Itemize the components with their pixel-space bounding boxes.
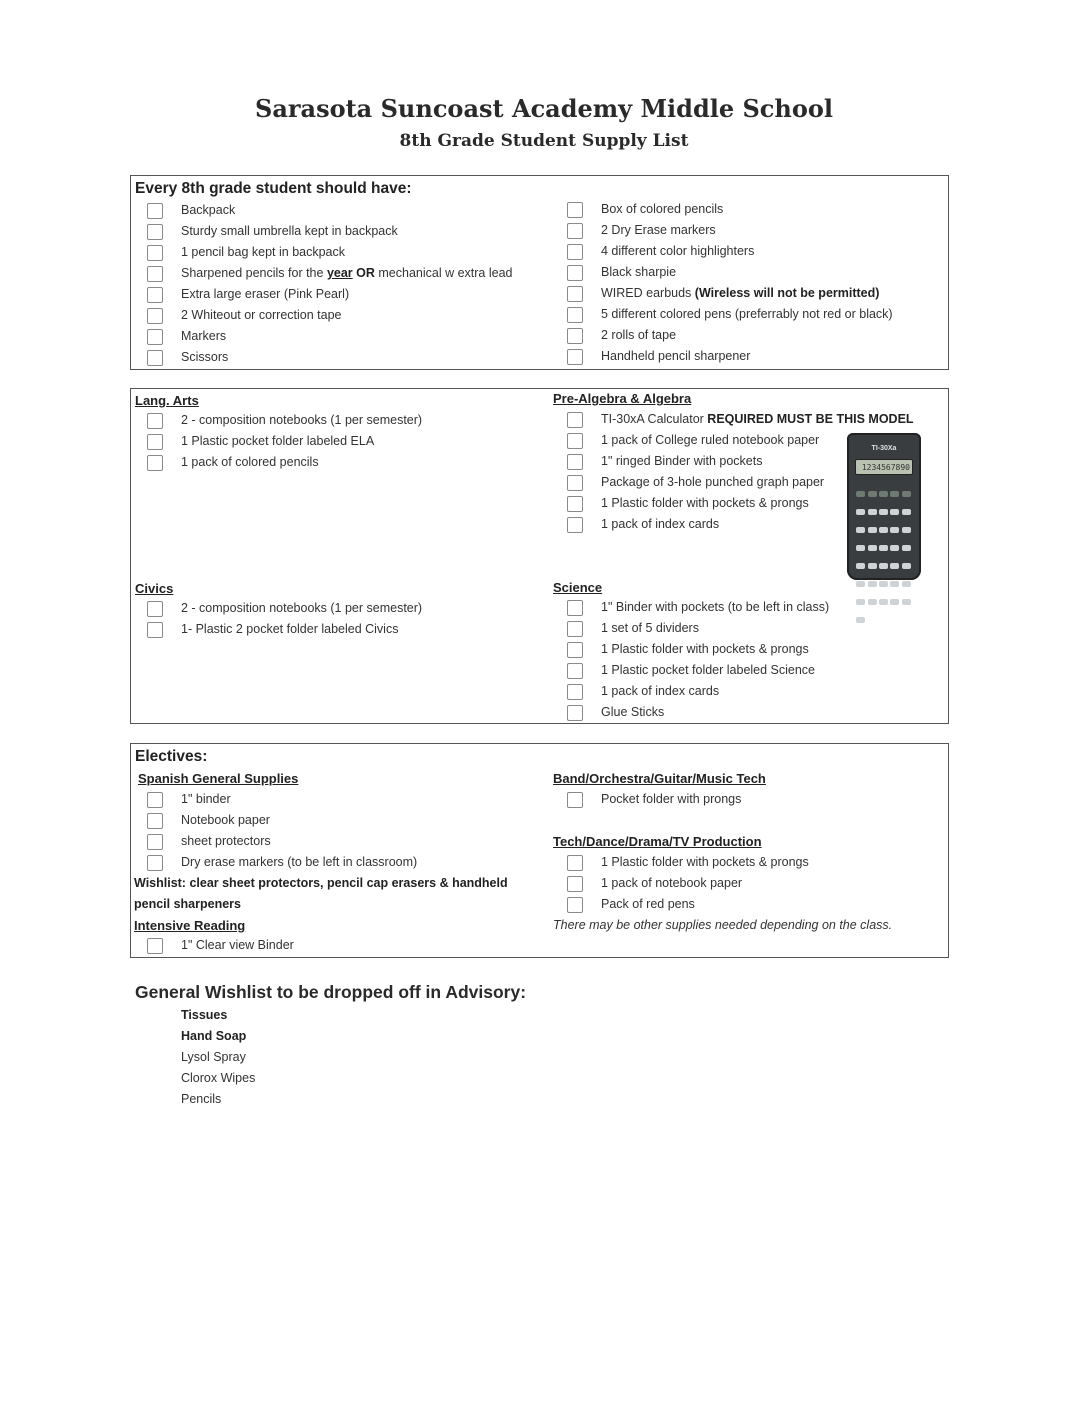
- checklist-item[interactable]: [567, 618, 699, 639]
- item-label: Box of colored pencils: [601, 202, 724, 216]
- item-label: 1 Plastic pocket folder labeled Science: [601, 663, 816, 677]
- checkbox[interactable]: [567, 663, 583, 679]
- checklist-item[interactable]: [147, 831, 271, 852]
- calculator-key: [879, 509, 888, 515]
- checkbox[interactable]: [567, 684, 583, 700]
- checkbox[interactable]: [147, 350, 163, 366]
- checklist-item[interactable]: [147, 789, 231, 810]
- checklist-item[interactable]: [567, 241, 755, 262]
- checkbox[interactable]: [567, 454, 583, 470]
- checklist-item[interactable]: [567, 451, 763, 472]
- checklist-item[interactable]: [567, 409, 914, 430]
- checkbox[interactable]: [147, 601, 163, 617]
- checkbox[interactable]: [147, 434, 163, 450]
- item-label: Extra large eraser (Pink Pearl): [181, 287, 350, 301]
- calculator-key: [879, 527, 888, 533]
- item-label: 1 set of 5 dividers: [601, 621, 699, 635]
- checkbox[interactable]: [147, 266, 163, 282]
- page-title: Sarasota Suncoast Academy Middle School: [255, 94, 833, 123]
- checklist-item[interactable]: [567, 873, 743, 894]
- checklist-item[interactable]: [567, 493, 809, 514]
- checklist-item[interactable]: [147, 810, 270, 831]
- checklist-item[interactable]: [147, 347, 229, 368]
- item-label: 2 - composition notebooks (1 per semester): [181, 601, 423, 615]
- calculator-key: [890, 509, 899, 515]
- calculator-key: [856, 563, 865, 569]
- general-wishlist-title: General Wishlist to be dropped off in Advisory:: [135, 982, 527, 1002]
- item-label: Scissors: [181, 350, 229, 364]
- item-label: 1" binder: [181, 792, 231, 806]
- checklist-item[interactable]: [567, 199, 724, 220]
- checklist-item[interactable]: [567, 304, 893, 325]
- checkbox[interactable]: [147, 855, 163, 871]
- item-label: WIRED earbuds (Wireless will not be permitted): [601, 286, 880, 300]
- calculator-key: [902, 491, 911, 497]
- checklist-item[interactable]: [147, 410, 423, 431]
- calculator-key: [868, 509, 877, 515]
- item-label: 1 Plastic folder with pockets & prongs: [601, 496, 809, 510]
- calculator-key: [890, 581, 899, 587]
- calculator-key: [879, 491, 888, 497]
- checklist-item[interactable]: [567, 283, 880, 304]
- calculator-key: [868, 563, 877, 569]
- item-label: 1 pack of College ruled notebook paper: [601, 433, 820, 447]
- item-label: 1 pack of colored pencils: [181, 455, 319, 469]
- spanish-wishlist-line1: Wishlist: clear sheet protectors, pencil cap erasers & handheld: [134, 876, 508, 890]
- item-label: 4 different color highlighters: [601, 244, 755, 258]
- item-label: 2 rolls of tape: [601, 328, 677, 342]
- checkbox[interactable]: [147, 287, 163, 303]
- checkbox[interactable]: [567, 600, 583, 616]
- item-label: 5 different colored pens (preferrably not red or black): [601, 307, 893, 321]
- calculator-key: [890, 491, 899, 497]
- calculator-key: [868, 599, 877, 605]
- science-heading: Science: [553, 580, 603, 595]
- calculator-key: [879, 599, 888, 605]
- checkbox[interactable]: [567, 496, 583, 512]
- calculator-key: [902, 509, 911, 515]
- calculator-key: [868, 527, 877, 533]
- checklist-item[interactable]: [567, 262, 677, 283]
- band-heading: Band/Orchestra/Guitar/Music Tech: [553, 771, 766, 786]
- calculator-keypad: [855, 485, 913, 629]
- algebra-heading: Pre-Algebra & Algebra: [553, 391, 692, 406]
- wishlist-item: Hand Soap: [181, 1029, 247, 1043]
- calculator-key: [856, 545, 865, 551]
- checkbox[interactable]: [567, 897, 583, 913]
- calculator-key: [902, 563, 911, 569]
- checkbox[interactable]: [147, 329, 163, 345]
- spanish-heading: Spanish General Supplies: [138, 771, 299, 786]
- item-label: Pack of red pens: [601, 897, 695, 911]
- checkbox[interactable]: [147, 455, 163, 471]
- checklist-item[interactable]: [567, 789, 742, 810]
- calculator-key: [868, 545, 877, 551]
- calculator-key: [856, 599, 865, 605]
- checklist-item[interactable]: [567, 346, 751, 367]
- checklist-item[interactable]: [147, 452, 319, 473]
- checkbox[interactable]: [567, 349, 583, 365]
- checkbox[interactable]: [147, 203, 163, 219]
- checkbox[interactable]: [147, 413, 163, 429]
- calculator-key: [890, 563, 899, 569]
- checkbox[interactable]: [567, 792, 583, 808]
- calculator-key: [856, 527, 865, 533]
- checkbox[interactable]: [567, 517, 583, 533]
- checklist-item[interactable]: [147, 242, 345, 263]
- wishlist-item: Lysol Spray: [181, 1050, 246, 1064]
- checklist-item[interactable]: [567, 430, 820, 451]
- checkbox[interactable]: [567, 621, 583, 637]
- checkbox[interactable]: [567, 223, 583, 239]
- checklist-item[interactable]: [147, 935, 294, 956]
- item-label: Sharpened pencils for the year OR mechanical w extra lead: [181, 266, 513, 280]
- item-label: 1" Clear view Binder: [181, 938, 294, 952]
- checklist-item[interactable]: [147, 200, 236, 221]
- electives-title: Electives:: [135, 748, 208, 765]
- checklist-item[interactable]: [567, 660, 816, 681]
- tech-heading: Tech/Dance/Drama/TV Production: [553, 834, 762, 849]
- item-label: Sturdy small umbrella kept in backpack: [181, 224, 398, 238]
- item-label: sheet protectors: [181, 834, 271, 848]
- checkbox[interactable]: [147, 224, 163, 240]
- checkbox[interactable]: [147, 308, 163, 324]
- item-label: 2 - composition notebooks (1 per semester): [181, 413, 423, 427]
- item-label: 1" Binder with pockets (to be left in class): [601, 600, 830, 614]
- checkbox[interactable]: [147, 245, 163, 261]
- checkbox[interactable]: [567, 328, 583, 344]
- item-label: Black sharpie: [601, 265, 677, 279]
- checkbox[interactable]: [147, 813, 163, 829]
- calculator-key: [856, 491, 865, 497]
- item-label: 1" ringed Binder with pockets: [601, 454, 763, 468]
- calculator-key: [856, 581, 865, 587]
- item-label: 2 Dry Erase markers: [601, 223, 716, 237]
- checklist-item[interactable]: [147, 598, 423, 619]
- item-label: Handheld pencil sharpener: [601, 349, 751, 363]
- calculator-key: [856, 509, 865, 515]
- calculator-key: [868, 491, 877, 497]
- checklist-item[interactable]: [567, 702, 665, 723]
- checklist-item[interactable]: [567, 325, 677, 346]
- civics-heading: Civics: [135, 581, 174, 596]
- item-label: 1 Plastic pocket folder labeled ELA: [181, 434, 375, 448]
- checklist-item[interactable]: [567, 852, 809, 873]
- checklist-item[interactable]: [147, 305, 342, 326]
- checkbox[interactable]: [567, 412, 583, 428]
- checklist-item[interactable]: [567, 681, 720, 702]
- checklist-item[interactable]: [567, 514, 720, 535]
- checklist-item[interactable]: [147, 326, 227, 347]
- item-label: 1 pack of notebook paper: [601, 876, 743, 890]
- checkbox[interactable]: [567, 286, 583, 302]
- calculator-key: [879, 581, 888, 587]
- wishlist-item: Tissues: [181, 1008, 228, 1022]
- item-label: Package of 3-hole punched graph paper: [601, 475, 825, 489]
- checklist-item[interactable]: [567, 472, 825, 493]
- calculator-key: [868, 581, 877, 587]
- spanish-wishlist-line2: pencil sharpeners: [134, 897, 241, 911]
- calculator-key: [902, 527, 911, 533]
- wishlist-item: Pencils: [181, 1092, 222, 1106]
- calculator-brand: TI-30Xa: [871, 445, 897, 452]
- item-label: 1- Plastic 2 pocket folder labeled Civics: [181, 622, 399, 636]
- checklist-item[interactable]: [147, 852, 418, 873]
- checkbox[interactable]: [567, 876, 583, 892]
- lang-arts-heading: Lang. Arts: [135, 393, 199, 408]
- every-student-title: Every 8th grade student should have:: [135, 180, 412, 197]
- intensive-reading-heading: Intensive Reading: [134, 918, 246, 933]
- checkbox[interactable]: [147, 792, 163, 808]
- calculator-key: [890, 599, 899, 605]
- checklist-item[interactable]: [567, 894, 695, 915]
- item-label: 1 pack of index cards: [601, 684, 720, 698]
- checklist-item[interactable]: [147, 263, 513, 284]
- item-label: Pocket folder with prongs: [601, 792, 742, 806]
- checklist-item[interactable]: [147, 284, 350, 305]
- checklist-item[interactable]: [147, 431, 375, 452]
- item-label: Backpack: [181, 203, 236, 217]
- item-label: 1 pack of index cards: [601, 517, 720, 531]
- item-label: Notebook paper: [181, 813, 270, 827]
- electives-note: There may be other supplies needed depending on the class.: [553, 918, 893, 932]
- checkbox[interactable]: [567, 307, 583, 323]
- checklist-item[interactable]: [567, 220, 716, 241]
- item-label: 1 pencil bag kept in backpack: [181, 245, 345, 259]
- calculator-image: [847, 433, 921, 580]
- calculator-screen: 1234567890: [855, 459, 913, 475]
- checkbox[interactable]: [567, 475, 583, 491]
- calculator-key: [856, 617, 865, 623]
- checkbox[interactable]: [147, 622, 163, 638]
- wishlist-item: Clorox Wipes: [181, 1071, 256, 1085]
- checkbox[interactable]: [567, 705, 583, 721]
- checkbox[interactable]: [567, 265, 583, 281]
- item-label: Markers: [181, 329, 227, 343]
- calculator-key: [879, 545, 888, 551]
- checkbox[interactable]: [567, 855, 583, 871]
- calculator-key: [902, 581, 911, 587]
- checklist-item[interactable]: [567, 639, 809, 660]
- item-label: TI-30xA Calculator REQUIRED MUST BE THIS MODEL: [601, 412, 914, 426]
- checkbox[interactable]: [567, 433, 583, 449]
- item-label: Glue Sticks: [601, 705, 665, 719]
- checklist-item[interactable]: [567, 597, 830, 618]
- calculator-key: [890, 545, 899, 551]
- item-label: Dry erase markers (to be left in classroom): [181, 855, 418, 869]
- calculator-key: [890, 527, 899, 533]
- item-label: 2 Whiteout or correction tape: [181, 308, 342, 322]
- calculator-key: [879, 563, 888, 569]
- calculator-key: [902, 545, 911, 551]
- page-subtitle: 8th Grade Student Supply List: [399, 131, 689, 151]
- item-label: 1 Plastic folder with pockets & prongs: [601, 642, 809, 656]
- checklist-item[interactable]: [147, 619, 399, 640]
- checkbox[interactable]: [567, 202, 583, 218]
- checkbox[interactable]: [147, 938, 163, 954]
- checkbox[interactable]: [147, 834, 163, 850]
- checkbox[interactable]: [567, 642, 583, 658]
- checkbox[interactable]: [567, 244, 583, 260]
- item-label: 1 Plastic folder with pockets & prongs: [601, 855, 809, 869]
- checklist-item[interactable]: [147, 221, 398, 242]
- calculator-key: [902, 599, 911, 605]
